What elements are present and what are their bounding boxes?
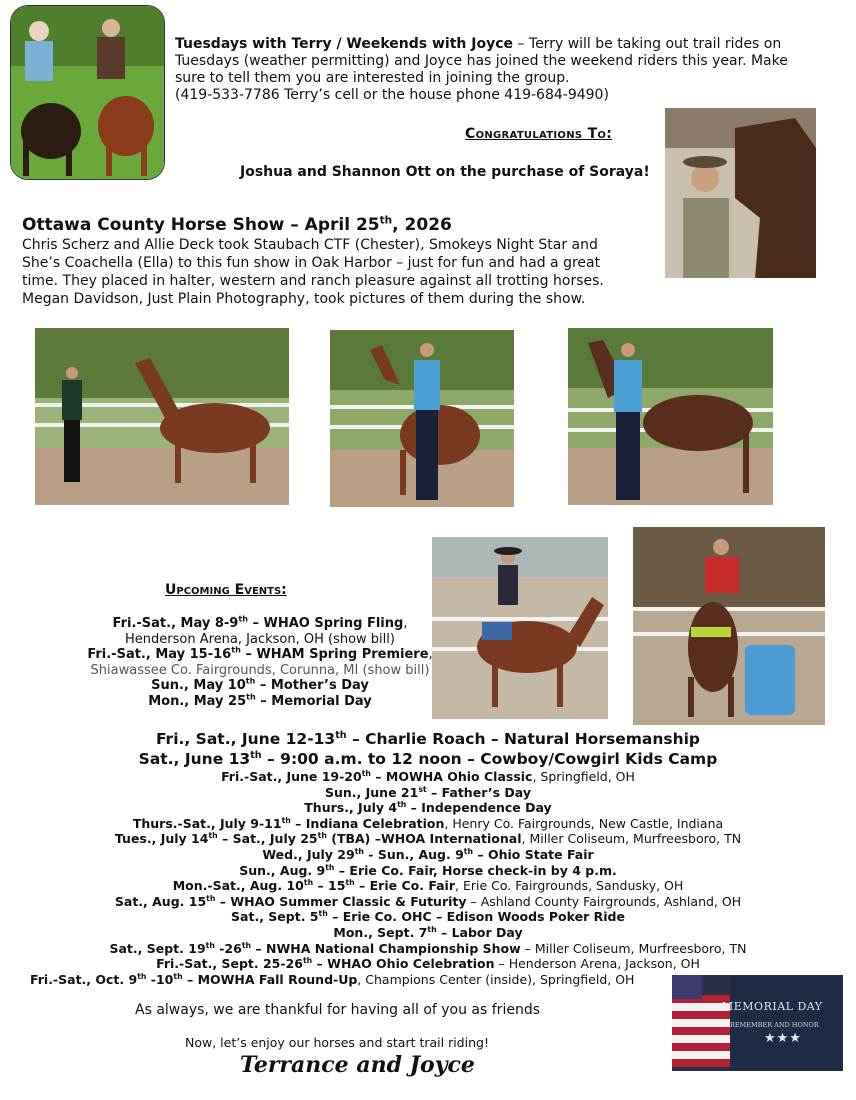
- photo-terry-joyce-horses: [10, 5, 165, 180]
- list-item: Fri.-Sat., June 19-20th – MOWHA Ohio Classic, Springfield, OH: [221, 768, 635, 784]
- list-item: Fri., Sat., June 12-13th – Charlie Roach – Natural Horsemanship: [155, 729, 701, 748]
- photo-show-halter-1: [35, 328, 289, 505]
- list-item: Fri.-Sat., May 15-16th – WHAM Spring Premiere,: [87, 645, 433, 663]
- list-item: Sat., Sept. 5th – Erie Co. OHC – Edison Woods Poker Ride: [231, 909, 625, 925]
- list-item: Wed., July 29th - Sun., Aug. 9th – Ohio State Fair: [262, 846, 594, 862]
- upcoming-events-list: [60, 616, 460, 710]
- events-list: [0, 730, 856, 987]
- american-flag-icon: [672, 975, 730, 1071]
- list-item: Fri.-Sat., May 8-9th – WHAO Spring Fling,: [112, 614, 408, 631]
- list-item: Thurs.-Sat., July 9-11th – Indiana Celebration, Henry Co. Fairgrounds, New Castle, Indiana: [132, 815, 724, 831]
- photo-man-with-horse: [665, 108, 816, 278]
- memorial-day-banner: [672, 975, 843, 1071]
- horse-show-year: , 2026: [392, 215, 452, 235]
- list-item: Thurs., July 4th – Independence Day: [304, 800, 552, 816]
- horse-show-paragraph: Chris Scherz and Allie Deck took Staubach CTF (Chester), Smokeys Night Star and She’s Coachella (Ella) to this fun show in Oak Harbor – just for fun and had a great time. They placed in halter, western and ranch pleasure against all trotting horses. Megan Davidson, Just Plain Photography, took pictures of them during the show.: [22, 237, 604, 307]
- intro-body: – Terry will be taking out trail rides on Tuesdays (weather permitting) and Joyce has joined the weekend riders this year. Make sure to tell them you are interested in joining the group.: [175, 36, 788, 86]
- closing-line-1: As always, we are thankful for having all of you as friends: [135, 1002, 540, 1018]
- list-item: Mon.-Sat., Aug. 10th – 15th – Erie Co. Fair, Erie Co. Fairgrounds, Sandusky, OH: [172, 878, 684, 894]
- list-item: Sat., Sept. 19th -26th – NWHA National Championship Show – Miller Coliseum, Murfreesboro, TN: [109, 940, 747, 956]
- list-item: Fri.-Sat., Oct. 9th -10th – MOWHA Fall Round-Up, Champions Center (inside), Springfield, OH: [30, 971, 635, 987]
- list-item: Shiawassee Co. Fairgrounds, Corunna, MI (show bill): [90, 662, 430, 678]
- congrats-heading: Congratulations To:: [465, 126, 613, 142]
- photo-barrel-racing: [633, 527, 825, 725]
- closing-line-2: Now, let’s enjoy our horses and start trail riding!: [185, 1035, 489, 1050]
- list-item: Fri.-Sat., Sept. 25-26th – WHAO Ohio Celebration – Henderson Arena, Jackson, OH: [156, 955, 700, 972]
- list-item: Sun., Aug. 9th – Erie Co. Fair, Horse check-in by 4 p.m.: [239, 862, 617, 878]
- horse-show-heading: [22, 215, 452, 235]
- intro-title: Tuesdays with Terry / Weekends with Joyce: [175, 36, 513, 52]
- upcoming-events-heading: Upcoming Events:: [165, 582, 287, 598]
- intro-phones: (419-533-7786 Terry’s cell or the house phone 419-684-9490): [175, 87, 609, 103]
- list-item: Sun., June 21st – Father’s Day: [324, 784, 531, 800]
- signature: Terrance and Joyce: [240, 1052, 475, 1078]
- memorial-subtitle: REMEMBER AND HONOR: [730, 1021, 819, 1029]
- horse-show-title-sup: th: [379, 214, 393, 227]
- photo-show-halter-3: [568, 328, 773, 505]
- stars-icon: ★★★: [764, 1031, 802, 1046]
- list-item: Mon., May 25th – Memorial Day: [148, 692, 372, 709]
- list-item: Sun., May 10th – Mother’s Day: [151, 677, 369, 694]
- list-item: Sat., Aug. 15th – WHAO Summer Classic & Futurity – Ashland County Fairgrounds, Ashland, OH: [114, 893, 742, 909]
- horse-show-title: Ottawa County Horse Show – April 25: [22, 215, 380, 235]
- memorial-title: MEMORIAL DAY: [722, 1000, 823, 1013]
- list-item: Tues., July 14th – Sat., July 25th (TBA) –WHOA International, Miller Coliseum, Murfreesboro, TN: [114, 831, 742, 847]
- intro-paragraph: [175, 36, 815, 104]
- photo-show-halter-2: [330, 330, 514, 507]
- list-item: Sat., June 13th – 9:00 a.m. to 12 noon – Cowboy/Cowgirl Kids Camp: [138, 749, 718, 768]
- congrats-text: Joshua and Shannon Ott on the purchase of Soraya!: [240, 164, 650, 180]
- list-item: Henderson Arena, Jackson, OH (show bill): [125, 631, 395, 647]
- list-item: Mon., Sept. 7th – Labor Day: [333, 924, 523, 940]
